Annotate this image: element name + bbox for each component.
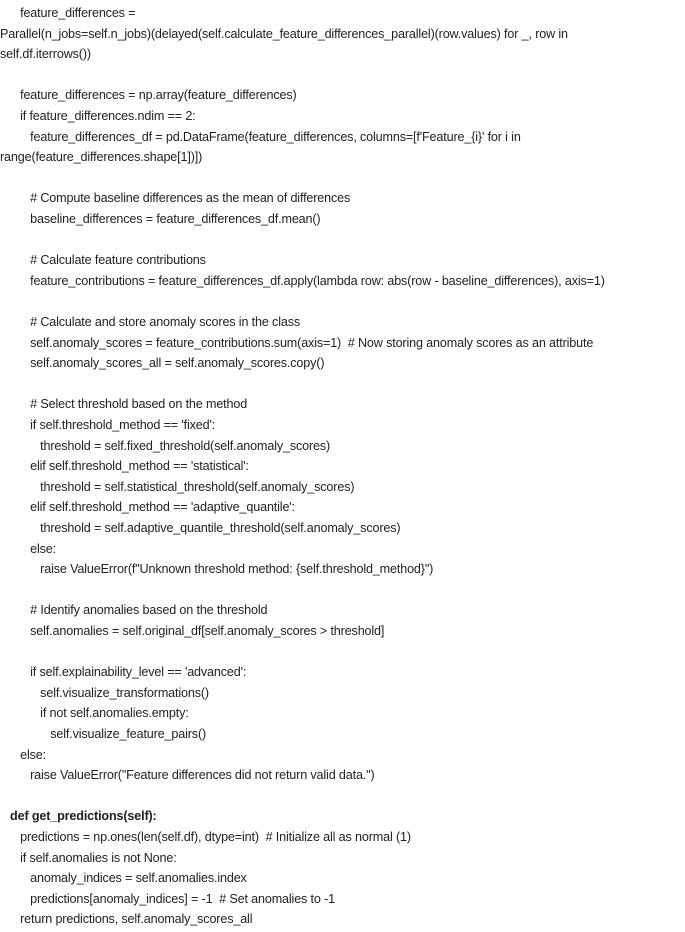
code-line: if self.anomalies is not None: — [0, 850, 177, 865]
code-line: raise ValueError("Feature differences did not return valid data.") — [0, 768, 375, 783]
code-line: anomaly_indices = self.anomalies.index — [0, 871, 247, 886]
code-line: baseline_differences = feature_differences_df.mean() — [0, 212, 321, 226]
code-line: self.visualize_transformations() — [0, 685, 209, 700]
code-line: self.anomaly_scores = feature_contributions.sum(axis=1) # Now storing anomaly scores as an attribute — [0, 335, 594, 350]
code-line: self.visualize_feature_pairs() — [0, 727, 207, 741]
code-line — [0, 65, 685, 85]
code-line: elif self.threshold_method == 'statistical': — [0, 459, 249, 474]
code-line: else: — [0, 541, 56, 556]
code-line: feature_differences = np.array(feature_differences) — [0, 88, 297, 103]
code-line — [0, 642, 685, 662]
code-line: if feature_differences.ndim == 2: — [0, 109, 196, 123]
code-line: # Calculate feature contributions — [0, 253, 206, 268]
code-line: threshold = self.statistical_threshold(self.anomaly_scores) — [0, 479, 355, 494]
code-line — [0, 374, 685, 394]
code-line: if self.threshold_method == 'fixed': — [0, 418, 216, 432]
code-line — [0, 230, 685, 250]
code-line: # Calculate and store anomaly scores in the class — [0, 315, 300, 329]
code-line: Parallel(n_jobs=self.n_jobs)(delayed(self.calculate_feature_differences_parallel)(row.values) for _, row in — [0, 26, 568, 41]
code-line: return predictions, self.anomaly_scores_all — [0, 912, 253, 927]
code-line: # Identify anomalies based on the threshold — [0, 603, 268, 618]
code-line: range(feature_differences.shape[1])]) — [0, 150, 203, 165]
code-line — [0, 786, 685, 806]
code-line: if not self.anomalies.empty: — [0, 706, 189, 721]
code-line: if self.explainability_level == 'advanced': — [0, 665, 247, 680]
code-line: # Select threshold based on the method — [0, 397, 248, 412]
code-line: # Compute baseline differences as the mean of differences — [0, 191, 351, 206]
code-line: predictions[anomaly_indices] = -1 # Set anomalies to -1 — [0, 891, 336, 906]
code-line: self.df.iterrows()) — [0, 47, 91, 62]
code-line — [0, 168, 685, 188]
function-definition-line: def get_predictions(self): — [0, 809, 157, 824]
code-line: elif self.threshold_method == 'adaptive_quantile': — [0, 500, 295, 515]
code-line: threshold = self.adaptive_quantile_threshold(self.anomaly_scores) — [0, 521, 401, 535]
code-line: raise ValueError(f"Unknown threshold method: {self.threshold_method}") — [0, 562, 434, 577]
code-line: feature_contributions = feature_differences_df.apply(lambda row: abs(row - baseline_differences), axis=1) — [0, 273, 605, 288]
code-line — [0, 291, 685, 311]
code-line: feature_differences_df = pd.DataFrame(feature_differences, columns=[f'Feature_{i}' for i in — [0, 129, 521, 144]
code-line: else: — [0, 747, 46, 762]
code-line: feature_differences = — [0, 6, 136, 20]
code-line: threshold = self.fixed_threshold(self.anomaly_scores) — [0, 438, 331, 453]
code-line: predictions = np.ones(len(self.df), dtype=int) # Initialize all as normal (1) — [0, 830, 411, 844]
code-line: self.anomaly_scores_all = self.anomaly_scores.copy() — [0, 356, 325, 371]
code-line: self.anomalies = self.original_df[self.anomaly_scores > threshold] — [0, 624, 385, 638]
code-line — [0, 580, 685, 600]
